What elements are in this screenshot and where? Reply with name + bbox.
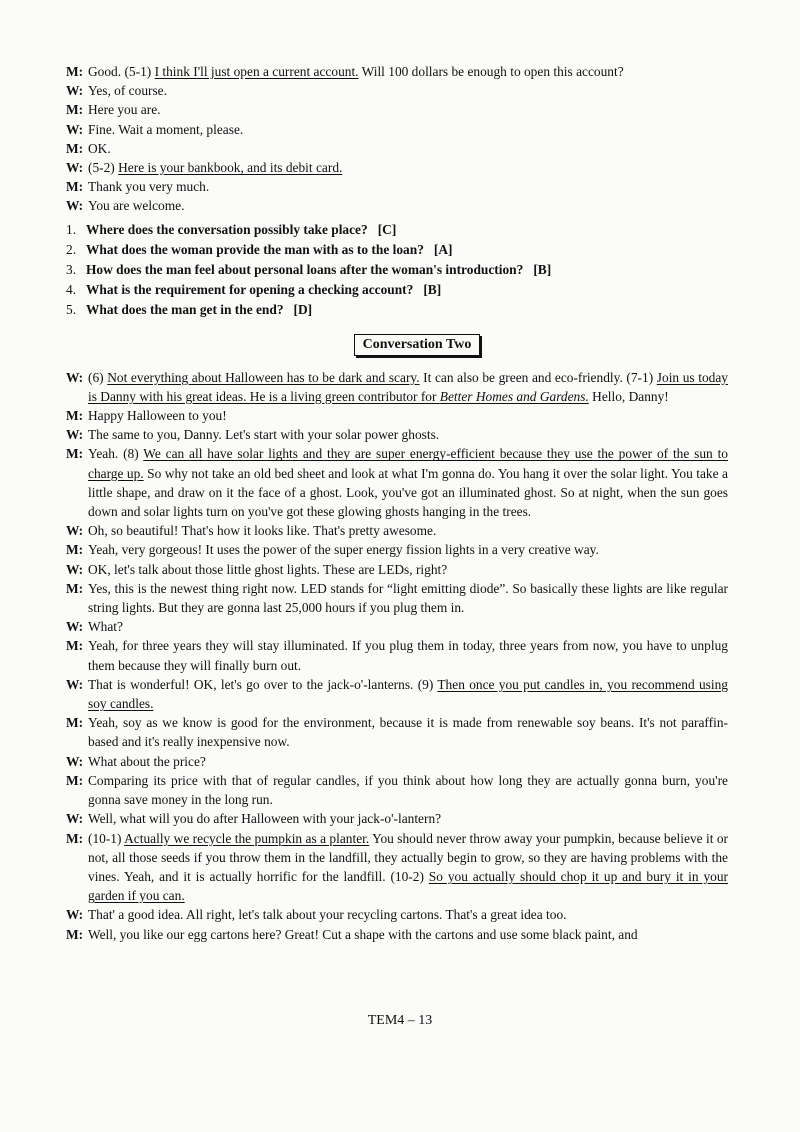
text-segment: OK. bbox=[88, 140, 111, 156]
speaker-label: M: bbox=[66, 580, 84, 596]
text-segment: Here you are. bbox=[88, 102, 161, 118]
dialog-line bbox=[66, 579, 728, 617]
speaker-label: M: bbox=[66, 102, 84, 118]
text-segment: You should never throw away your pumpkin, because believe it or not, all those seeds if you throw them in the landfill, they actually begin to grow, so they are having problems with the vines. Yeah, and it is actually horrific for the landfill. (10-2) bbox=[88, 830, 728, 884]
speaker-label: M: bbox=[66, 926, 84, 942]
question-list bbox=[66, 220, 728, 320]
dialog-text bbox=[88, 158, 728, 177]
text-segment: Well, what will you do after Halloween with your jack-o'-lantern? bbox=[88, 811, 442, 827]
underlined-text: Not everything about Halloween has to be dark and scary. bbox=[107, 369, 420, 385]
text-segment: That' a good idea. All right, let's talk about your recycling cartons. That's a great idea too. bbox=[88, 907, 567, 923]
text-segment: (10-1) bbox=[88, 830, 125, 846]
speaker-label: W: bbox=[66, 427, 84, 443]
dialog-line bbox=[66, 62, 728, 81]
answer-key: [B] bbox=[533, 261, 552, 277]
dialog-text bbox=[88, 905, 728, 924]
speaker-label: M: bbox=[66, 446, 84, 462]
text-segment: Hello, Danny! bbox=[588, 388, 669, 404]
dialog-line bbox=[66, 925, 728, 944]
dialog-line bbox=[66, 636, 728, 674]
question-text: How does the man feel about personal loans after the woman's introduction? bbox=[86, 261, 524, 277]
dialog-text bbox=[88, 579, 728, 617]
answer-key: [B] bbox=[423, 281, 442, 297]
dialog-text bbox=[88, 560, 728, 579]
question-number: 1. bbox=[66, 221, 77, 237]
dialog-line bbox=[66, 829, 728, 906]
speaker-label: W: bbox=[66, 198, 84, 214]
dialog-line bbox=[66, 406, 728, 425]
speaker-label: W: bbox=[66, 753, 84, 769]
text-segment: (5-2) bbox=[88, 160, 119, 176]
text-segment: What? bbox=[88, 619, 123, 635]
dialog-line bbox=[66, 177, 728, 196]
underlined-text: I think I'll just open a current account. bbox=[154, 64, 359, 79]
dialog-text bbox=[88, 636, 728, 674]
speaker-label: W: bbox=[66, 121, 84, 137]
dialog-text bbox=[88, 809, 728, 828]
question-number: 5. bbox=[66, 301, 77, 317]
text-segment: Oh, so beautiful! That's how it looks like. That's pretty awesome. bbox=[88, 523, 437, 539]
question-number: 2. bbox=[66, 241, 77, 257]
dialog-line bbox=[66, 617, 728, 636]
text-segment: You are welcome. bbox=[88, 198, 185, 214]
text-segment: It can also be green and eco-friendly. (7-1) bbox=[419, 369, 657, 385]
text-segment: What about the price? bbox=[88, 753, 206, 769]
dialog-line bbox=[66, 196, 728, 215]
dialog-line bbox=[66, 540, 728, 559]
dialog-text bbox=[88, 120, 728, 139]
dialog-line bbox=[66, 713, 728, 751]
speaker-label: M: bbox=[66, 140, 84, 156]
underlined-text: Better Homes and Gardens. bbox=[439, 388, 589, 404]
speaker-label: W: bbox=[66, 907, 84, 923]
text-segment: (6) bbox=[88, 369, 108, 385]
speaker-label: W: bbox=[66, 619, 84, 635]
dialog-text bbox=[88, 829, 728, 906]
dialog-text bbox=[88, 196, 728, 215]
dialog-text bbox=[88, 100, 728, 119]
speaker-label: W: bbox=[66, 811, 84, 827]
answer-key: [C] bbox=[377, 221, 397, 237]
text-segment: Yes, of course. bbox=[88, 83, 167, 99]
dialog-text bbox=[88, 925, 728, 944]
dialog-text bbox=[88, 752, 728, 771]
text-segment: Yes, this is the newest thing right now. LED stands for “light emitting diode”. So basically these lights are like regular string lights. But they are gonna last 25,000 hours if you plug them in. bbox=[88, 580, 728, 616]
dialog-line bbox=[66, 905, 728, 924]
question-text: What is the requirement for opening a checking account? bbox=[86, 281, 414, 297]
dialog-text bbox=[88, 771, 728, 809]
speaker-label: M: bbox=[66, 830, 84, 846]
speaker-label: W: bbox=[66, 83, 84, 99]
text-segment: Yeah, very gorgeous! It uses the power of the super energy fission lights in a very creative way. bbox=[88, 542, 599, 558]
text-segment: Yeah, for three years they will stay illuminated. If you plug them in today, three years from now, you have to unplug them because they will finally burn out. bbox=[88, 638, 728, 673]
dialog-text bbox=[88, 521, 728, 540]
question-text: What does the woman provide the man with as to the loan? bbox=[86, 241, 424, 257]
document-page bbox=[66, 62, 728, 944]
conversation-two-transcript bbox=[66, 368, 728, 944]
dialog-line bbox=[66, 675, 728, 713]
dialog-text bbox=[88, 540, 728, 559]
underlined-text: Then once you put candles in, you recommend using soy candles. bbox=[88, 676, 728, 712]
dialog-line bbox=[66, 139, 728, 158]
answer-key: [D] bbox=[293, 301, 313, 317]
dialog-text bbox=[88, 177, 728, 196]
dialog-text bbox=[88, 713, 728, 751]
question-number: 3. bbox=[66, 261, 77, 277]
page-footer: TEM4 – 13 bbox=[367, 1013, 433, 1028]
dialog-line bbox=[66, 809, 728, 828]
dialog-text bbox=[88, 425, 728, 444]
speaker-label: W: bbox=[66, 561, 84, 577]
speaker-label: W: bbox=[66, 160, 84, 176]
speaker-label: M: bbox=[66, 408, 84, 424]
question-text: Where does the conversation possibly take place? bbox=[86, 221, 368, 237]
question-item bbox=[66, 220, 728, 240]
dialog-text bbox=[88, 139, 728, 158]
heading-wrap bbox=[66, 334, 728, 356]
dialog-line bbox=[66, 81, 728, 100]
text-segment: Fine. Wait a moment, please. bbox=[88, 121, 244, 137]
dialog-text bbox=[88, 444, 728, 521]
dialog-text bbox=[88, 406, 728, 425]
underlined-text: Here is your bankbook, and its debit card. bbox=[118, 160, 343, 176]
speaker-label: W: bbox=[66, 676, 84, 692]
text-segment: Thank you very much. bbox=[88, 179, 210, 195]
speaker-label: M: bbox=[66, 715, 84, 731]
speaker-label: M: bbox=[66, 638, 84, 654]
text-segment: Yeah. (8) bbox=[88, 446, 144, 462]
dialog-text bbox=[88, 617, 728, 636]
text-segment: Yeah, soy as we know is good for the environment, because it is made from renewable soy beans. It's not paraffin-based and it's really inexpensive now. bbox=[88, 715, 728, 750]
text-segment: Will 100 dollars be enough to open this account? bbox=[358, 64, 624, 79]
dialog-line bbox=[66, 444, 728, 521]
dialog-line bbox=[66, 368, 728, 406]
dialog-text bbox=[88, 81, 728, 100]
text-segment: That is wonderful! OK, let's go over to the jack-o'-lanterns. (9) bbox=[88, 676, 438, 692]
question-item bbox=[66, 260, 728, 280]
text-segment: Good. (5-1) bbox=[88, 64, 155, 79]
text-segment: Happy Halloween to you! bbox=[88, 408, 227, 424]
question-text: What does the man get in the end? bbox=[86, 301, 284, 317]
dialog-line bbox=[66, 120, 728, 139]
dialog-line bbox=[66, 100, 728, 119]
question-number: 4. bbox=[66, 281, 77, 297]
speaker-label: M: bbox=[66, 772, 84, 788]
underlined-text: Join us today is Danny with his great ideas. He is a living green contributor for bbox=[88, 369, 728, 404]
dialog-line bbox=[66, 771, 728, 809]
conversation-one-ending bbox=[66, 62, 728, 216]
dialog-line bbox=[66, 560, 728, 579]
text-segment: Well, you like our egg cartons here? Great! Cut a shape with the cartons and use some black paint, and bbox=[88, 926, 638, 942]
dialog-text bbox=[88, 62, 728, 81]
question-item bbox=[66, 240, 728, 260]
dialog-line bbox=[66, 752, 728, 771]
conversation-two-heading: Conversation Two bbox=[354, 334, 481, 356]
dialog-text bbox=[88, 675, 728, 713]
underlined-text: Actually we recycle the pumpkin as a planter. bbox=[124, 830, 370, 846]
text-segment: The same to you, Danny. Let's start with your solar power ghosts. bbox=[88, 427, 440, 443]
underlined-text: So you actually should chop it up and bury it in your garden if you can. bbox=[88, 868, 728, 904]
speaker-label: W: bbox=[66, 523, 84, 539]
text-segment: So why not take an old bed sheet and look at what I'm gonna do. You hang it over the solar light. You take a little shape, and draw on it the face of a ghost. Look, you've got an illuminated ghost. So at night, when the sun goes down and solar lights turn on you've got these glowing ghosts hanging in the trees. bbox=[88, 465, 728, 520]
text-segment: Comparing its price with that of regular candles, if you think about how long they are actually gonna burn, you're gonna save money in the long run. bbox=[88, 772, 728, 808]
speaker-label: M: bbox=[66, 64, 84, 79]
dialog-line bbox=[66, 521, 728, 540]
speaker-label: W: bbox=[66, 369, 84, 385]
underlined-text: We can all have solar lights and they are super energy-efficient because they use the power of the sun to charge up. bbox=[88, 446, 728, 481]
speaker-label: M: bbox=[66, 542, 84, 558]
dialog-line bbox=[66, 158, 728, 177]
answer-key: [A] bbox=[433, 241, 453, 257]
dialog-line bbox=[66, 425, 728, 444]
text-segment: OK, let's talk about those little ghost lights. These are LEDs, right? bbox=[88, 561, 448, 577]
speaker-label: M: bbox=[66, 179, 84, 195]
dialog-text bbox=[88, 368, 728, 406]
question-item bbox=[66, 280, 728, 300]
question-item bbox=[66, 300, 728, 320]
